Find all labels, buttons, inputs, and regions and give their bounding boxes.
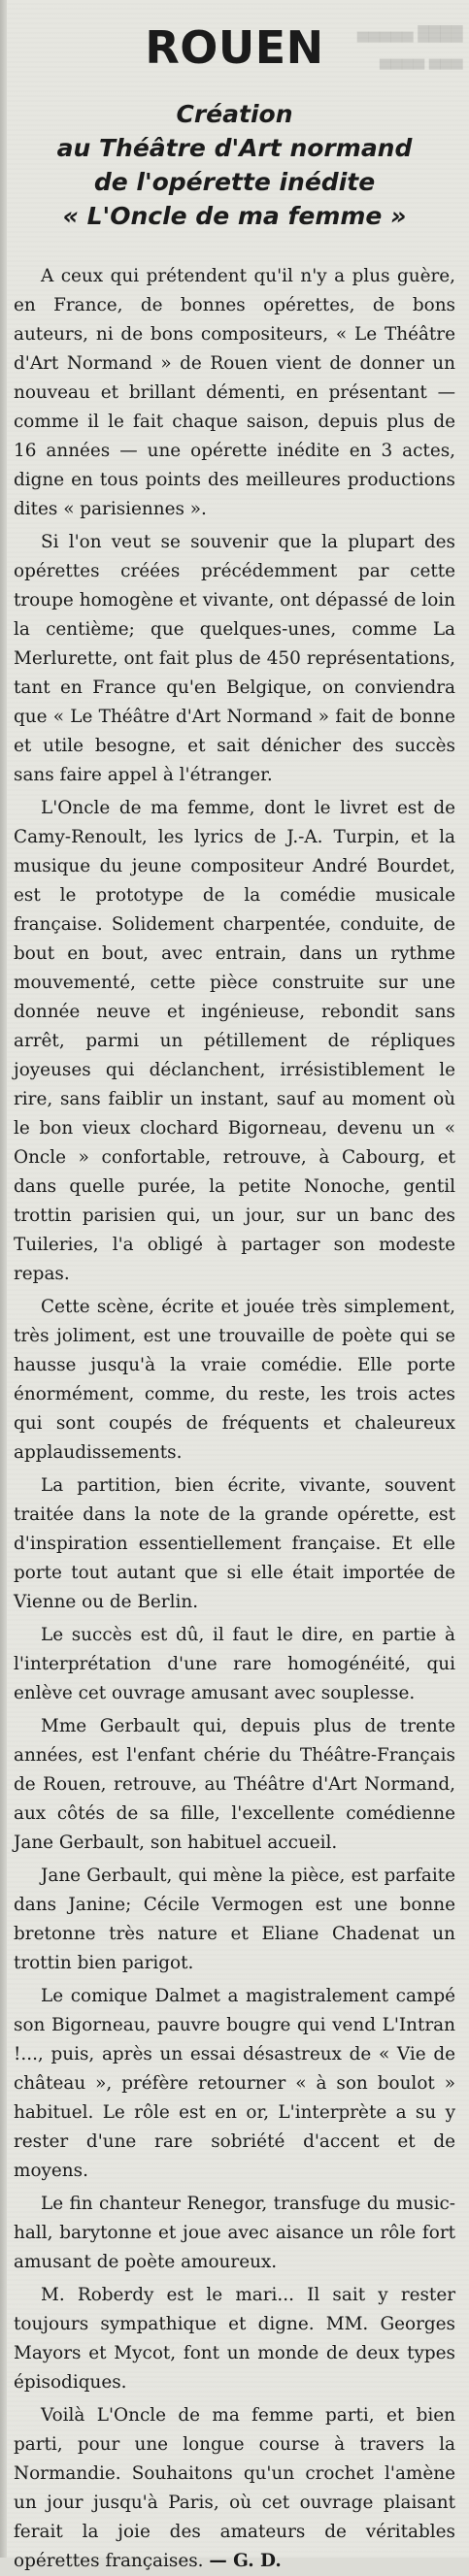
paragraph-text: Voilà L'Oncle de ma femme parti, et bien parti, pour une longue course à travers la Normandie. Souhaitons qu'un crochet l'amène un jour jusqu'à Paris, où cet ouvrage plaisant ferait la joie des amateurs de véritables opérettes françaises.	[14, 2405, 455, 2571]
paragraph: Mme Gerbault qui, depuis plus de trente années, est l'enfant chérie du Théâtre-Français de Rouen, retrouve, au Théâtre d'Art Normand, aux côtés de sa fille, l'excellente comédienne Jane Gerbault, son habituel accueil.	[14, 1716, 455, 1853]
paragraph: Cette scène, écrite et jouée très simplement, très joliment, est une trouvaille de poète qui se hausse jusqu'à la vraie comédie. Elle porte énormément, comme, du reste, les trois actes qui sont coupés de fréquents et chaleureux applaudissements.	[14, 1297, 455, 1463]
article-body	[14, 262, 455, 2576]
paragraph: L'Oncle de ma femme, dont le livret est de Camy-Renoult, les lyrics de J.-A. Turpin, et la musique du jeune compositeur André Bourdet, est le prototype de la comédie musicale française. Solidement charpentée, conduite, de bout en bout, avec entrain, dans un rythme mouvementé, cette pièce construite sur une donnée neuve et ingénieuse, rebondit sans arrêt, parmi un pétillement de répliques joyeuses qui déclanchent, irrésistiblement le rire, sans faiblir un instant, sauf au moment où le bon vieux clochard Bigorneau, devenu un « Oncle » confortable, retrouve, à Cabourg, et dans quelle purée, la petite Nonoche, gentil trottin parisien qui, un jour, sur un banc des Tuileries, l'a obligé à partager son modeste repas.	[14, 798, 455, 1284]
paragraph: Si l'on veut se souvenir que la plupart des opérettes créées précédemment par cette troupe homogène et vivante, ont dépassé de loin la centième; que quelques-unes, comme La Merlurette, ont fait plus de 450 représentations, tant en France qu'en Belgique, on conviendra que « Le Théâtre d'Art Normand » fait de bonne et utile besogne, et sait dénicher des succès sans faire appel à l'étranger.	[14, 532, 455, 785]
paragraph: Le succès est dû, il faut le dire, en partie à l'interprétation d'une rare homogénéité, qui enlève cet ouvrage amusant avec souplesse.	[14, 1625, 455, 1703]
subheading-line: Création	[176, 100, 293, 128]
paragraph: Jane Gerbault, qui mène la pièce, est parfaite dans Janine; Cécile Vermogen est une bonne bretonne très nature et Eliane Chadenat un trottin bien parigot.	[14, 1866, 455, 1973]
final-paragraph	[14, 2401, 455, 2576]
paragraph: La partition, bien écrite, vivante, souvent traitée dans la note de la grande opérette, est d'inspiration essentiellement française. Et elle porte tout autant que si elle était importée de Vienne ou de Berlin.	[14, 1475, 455, 1612]
paragraph: Le fin chanteur Renegor, transfuge du music-hall, barytonne et joue avec aisance un rôle fort amusant de poète amoureux.	[14, 2194, 455, 2272]
clipping-edge	[0, 0, 7, 2558]
paragraph: M. Roberdy est le mari... Il sait y rester toujours sympathique et digne. MM. Georges Mayors et Mycot, font un monde de deux types épisodiques.	[14, 2285, 455, 2393]
paragraph: Le comique Dalmet a magistralement campé son Bigorneau, pauvre bougre qui vend L'Intran !..., puis, après un essai désastreux de « Vie de château », préfère retourner « à son boulot » habituel. Le rôle est en or, L'interprète a su y rester d'une rare sobriété d'accent et de moyens.	[14, 1986, 455, 2181]
article-subheading	[14, 97, 455, 233]
article-title: ROUEN	[145, 21, 324, 74]
bleed-through-text: ████ ▅▅▅▅▅ ▅▅▅ ▅▅▅▅	[357, 25, 463, 70]
subheading-line: au Théâtre d'Art normand	[56, 134, 413, 162]
subheading-line: de l'opérette inédite	[93, 168, 376, 196]
subheading-line: « L'Oncle de ma femme »	[62, 202, 407, 230]
paragraph: A ceux qui prétendent qu'il n'y a plus guère, en France, de bonnes opérettes, de bons auteurs, ni de bons compositeurs, « Le Théâtre d'Art Normand » de Rouen vient de donner un nouveau et brillant démenti, en présentant — comme il le fait chaque saison, depuis plus de 16 années — une opérette inédite en 3 actes, digne en tous points des meilleures productions dites « parisiennes ».	[14, 266, 455, 519]
author-signature: — G. D.	[209, 2551, 282, 2571]
